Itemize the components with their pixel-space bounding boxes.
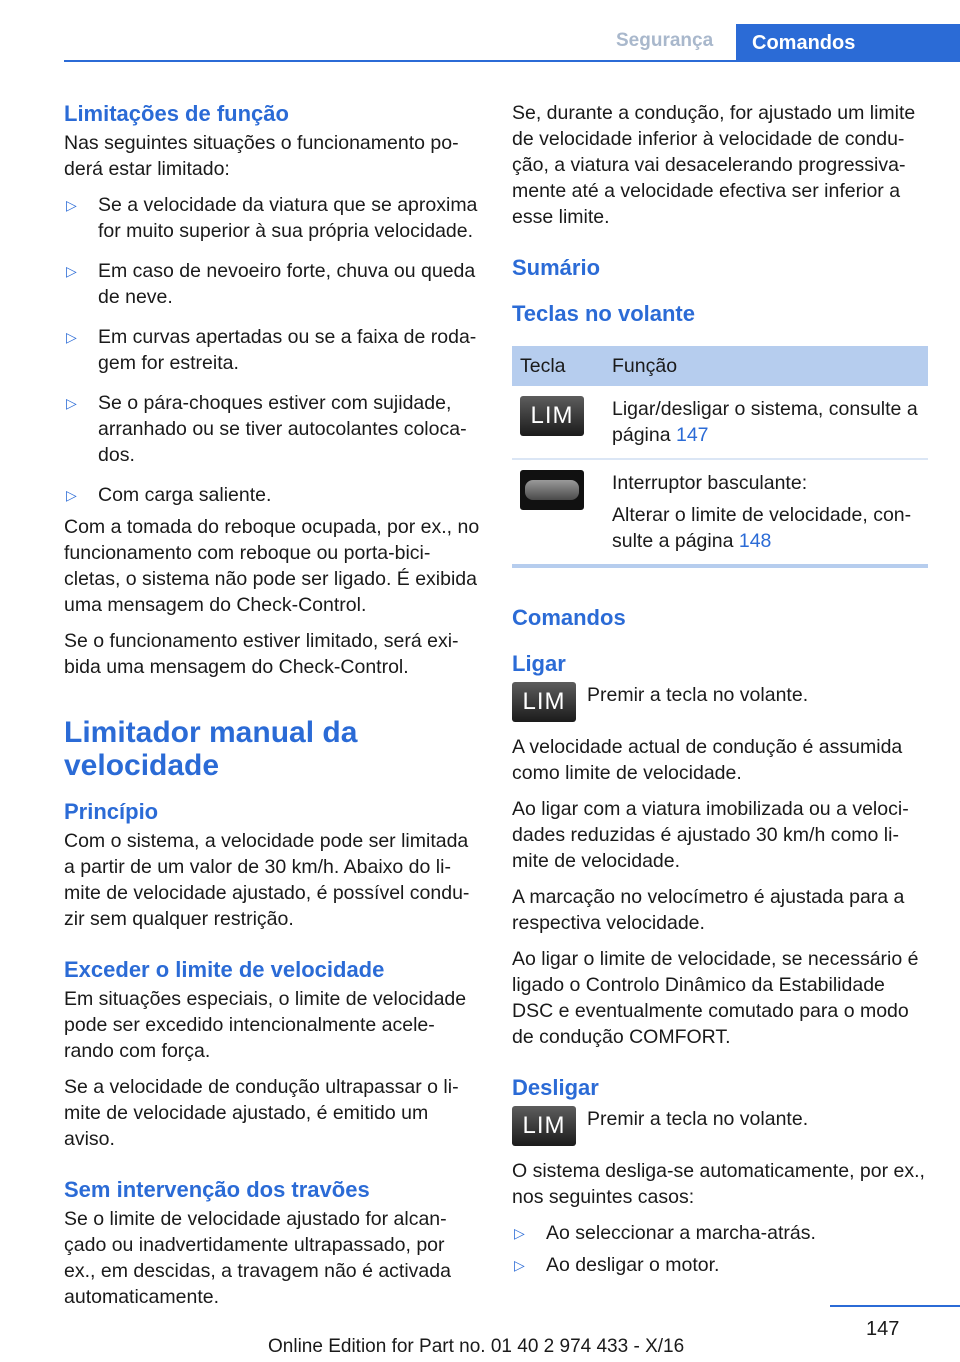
footer-divider xyxy=(830,1305,960,1307)
instruction-with-key xyxy=(512,1106,928,1146)
paragraph: Ao ligar com a viatura imobilizada ou a veloci-dades reduzidas é ajustado 30 km/h como li-mite de velocidade. xyxy=(512,798,909,872)
page-link[interactable]: 147 xyxy=(675,424,709,446)
section-title-principio: Princípio xyxy=(64,799,159,824)
paragraph: A marcação no velocímetro é ajustada para a respectiva velocidade. xyxy=(512,886,905,934)
header-chapter-tab: Comandos xyxy=(736,24,960,62)
instruction-text: Premir a tecla no volante. xyxy=(587,684,809,706)
section-title-ligar: Ligar xyxy=(512,651,566,676)
section-title-desligar: Desligar xyxy=(512,1075,599,1100)
table-row: Interruptor basculante: Alterar o limite de velocidade, con-sulte a página 148 xyxy=(512,459,928,566)
triangle-bullet-icon: ▷ xyxy=(66,263,77,279)
paragraph: Nas seguintes situações o funcionamento po-derá estar limitado: xyxy=(64,132,459,180)
triangle-bullet-icon: ▷ xyxy=(66,487,77,503)
edition-footer: Online Edition for Part no. 01 40 2 974 433 - X/16 xyxy=(268,1336,685,1357)
list-item: ▷ Se a velocidade da viatura que se aproxima for muito superior à sua própria velocidade. xyxy=(66,194,478,242)
chapter-title: Limitador manual da velocidade xyxy=(64,716,358,782)
paragraph: O sistema desliga-se automaticamente, por ex., nos seguintes casos: xyxy=(512,1160,925,1208)
page-number: 147 xyxy=(866,1318,900,1340)
section-title-limitacoes: Limitações de função xyxy=(64,101,289,126)
section-title-teclas: Teclas no volante xyxy=(512,301,695,326)
steering-keys-table xyxy=(512,346,928,568)
page-link[interactable]: 148 xyxy=(738,530,772,552)
instruction-text: Premir a tecla no volante. xyxy=(587,1108,809,1130)
list-item: ▷ Ao seleccionar a marcha-atrás. xyxy=(514,1222,816,1244)
section-title-sumario: Sumário xyxy=(512,255,601,280)
page-header xyxy=(0,0,960,64)
rocker-switch-icon xyxy=(520,470,584,510)
section-title-comandos: Comandos xyxy=(512,605,626,630)
right-column xyxy=(512,100,928,1292)
paragraph: Com a tomada do reboque ocupada, por ex., no funcionamento com reboque ou porta-bici-cletas, o sistema não pode ser ligado. É exibida uma mensagem do Check-Control. xyxy=(64,516,480,616)
left-column xyxy=(64,100,480,1320)
paragraph: Se a velocidade de condução ultrapassar o li-mite de velocidade ajustado, é emitido um aviso. xyxy=(64,1076,459,1150)
table-row: LIM Ligar/desligar o sistema, consulte a página 147 xyxy=(512,386,928,459)
triangle-bullet-icon: ▷ xyxy=(514,1225,525,1241)
lim-button-icon: LIM xyxy=(512,1106,576,1146)
list-item: ▷ Com carga saliente. xyxy=(66,484,272,506)
triangle-bullet-icon: ▷ xyxy=(66,197,77,213)
auto-off-list xyxy=(512,1220,928,1278)
triangle-bullet-icon: ▷ xyxy=(514,1257,525,1273)
list-item: ▷ Em caso de nevoeiro forte, chuva ou queda de neve. xyxy=(66,260,476,308)
section-title-sem-intervencao: Sem intervenção dos travões xyxy=(64,1177,370,1202)
list-item: ▷ Se o pára-choques estiver com sujidade, arranhado ou se tiver autocolantes coloca-dos. xyxy=(66,392,467,466)
section-title-exceder: Exceder o limite de velocidade xyxy=(64,957,385,982)
table-header-tecla: Tecla xyxy=(512,346,604,386)
table-header-funcao: Função xyxy=(604,346,928,386)
list-item: ▷ Ao desligar o motor. xyxy=(514,1254,720,1276)
limitations-list xyxy=(64,192,480,508)
triangle-bullet-icon: ▷ xyxy=(66,329,77,345)
header-section-label: Segurança xyxy=(616,30,714,51)
paragraph: Ao ligar o limite de velocidade, se necessário é ligado o Controlo Dinâmico da Estabilidade DSC e eventualmente comutado para o modo de condução COMFORT. xyxy=(512,948,919,1048)
lim-button-icon: LIM xyxy=(520,396,584,436)
paragraph: A velocidade actual de condução é assumida como limite de velocidade. xyxy=(512,736,903,784)
lim-button-icon: LIM xyxy=(512,682,576,722)
paragraph: Se o limite de velocidade ajustado for alcan-çado ou inadvertidamente ultrapassado, por ex., em descidas, a travagem não é activada automaticamente. xyxy=(64,1208,451,1308)
paragraph: Se, durante a condução, for ajustado um limite de velocidade inferior à velocidade de condu-ção, a viatura vai desacelerando progressiva-mente até a velocidade efectiva ser inferior a esse limite. xyxy=(512,102,916,228)
triangle-bullet-icon: ▷ xyxy=(66,395,77,411)
paragraph: Com o sistema, a velocidade pode ser limitada a partir de um valor de 30 km/h. Abaixo do li-mite de velocidade ajustado, é possível condu-zir sem qualquer restrição. xyxy=(64,830,470,930)
paragraph: Em situações especiais, o limite de velocidade pode ser excedido intencionalmente acele-rando com força. xyxy=(64,988,467,1062)
paragraph: Se o funcionamento estiver limitado, será exi-bida uma mensagem do Check-Control. xyxy=(64,630,459,678)
instruction-with-key xyxy=(512,682,928,722)
header-divider xyxy=(64,60,960,62)
list-item: ▷ Em curvas apertadas ou se a faixa de roda-gem for estreita. xyxy=(66,326,477,374)
